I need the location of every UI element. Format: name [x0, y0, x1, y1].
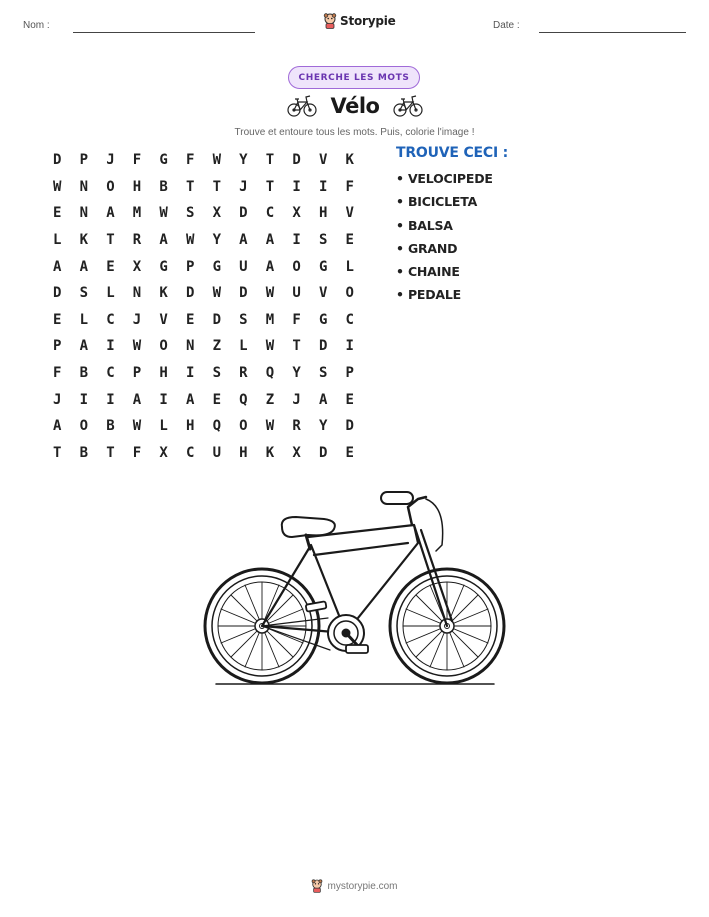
grid-cell[interactable]: V: [318, 152, 328, 169]
grid-cell[interactable]: E: [185, 311, 195, 328]
grid-cell[interactable]: A: [53, 258, 62, 275]
grid-cell[interactable]: H: [185, 418, 195, 435]
grid-row: [50, 147, 369, 174]
grid-cell[interactable]: Q: [265, 365, 275, 382]
grid-cell[interactable]: Q: [212, 418, 221, 435]
grid-cell[interactable]: E: [345, 391, 354, 408]
grid-cell[interactable]: D: [292, 152, 301, 169]
grid-cell[interactable]: L: [79, 311, 89, 328]
grid-cell[interactable]: E: [345, 232, 354, 249]
grid-cell[interactable]: T: [185, 178, 195, 195]
grid-cell[interactable]: F: [292, 311, 301, 328]
grid-cell[interactable]: D: [185, 285, 195, 302]
grid-cell[interactable]: O: [79, 418, 89, 435]
grid-cell[interactable]: B: [79, 365, 89, 382]
grid-cell[interactable]: S: [212, 365, 221, 382]
grid-cell[interactable]: P: [79, 152, 89, 169]
grid-cell[interactable]: P: [185, 258, 195, 275]
grid-cell[interactable]: Z: [265, 391, 275, 408]
grid-cell[interactable]: T: [292, 338, 301, 355]
grid-cell[interactable]: A: [185, 391, 195, 408]
grid-cell[interactable]: O: [292, 258, 301, 275]
activity-badge: CHERCHE LES MOTS: [288, 66, 420, 89]
grid-cell[interactable]: L: [239, 338, 248, 355]
grid-cell[interactable]: A: [265, 258, 275, 275]
grid-cell[interactable]: J: [132, 311, 142, 328]
grid-cell[interactable]: R: [132, 232, 142, 249]
title-row: [280, 90, 430, 122]
grid-cell[interactable]: O: [159, 338, 168, 355]
footer: [0, 879, 709, 893]
bicycle-coloring-image[interactable]: [196, 485, 516, 690]
grid-cell[interactable]: C: [106, 365, 115, 382]
grid-cell[interactable]: W: [265, 285, 275, 302]
grid-cell[interactable]: D: [318, 338, 328, 355]
grid-row: [50, 280, 369, 307]
grid-row: [50, 200, 369, 227]
grid-cell[interactable]: W: [159, 205, 168, 222]
grid-cell[interactable]: W: [265, 338, 275, 355]
grid-cell[interactable]: I: [106, 338, 115, 355]
grid-row: [50, 307, 369, 334]
grid-cell[interactable]: H: [159, 365, 168, 382]
grid-cell[interactable]: G: [318, 258, 328, 275]
grid-cell[interactable]: S: [185, 205, 195, 222]
grid-cell[interactable]: A: [79, 258, 89, 275]
grid-cell[interactable]: C: [345, 311, 354, 328]
grid-cell[interactable]: H: [239, 444, 248, 461]
grid-cell[interactable]: K: [159, 285, 168, 302]
grid-cell[interactable]: W: [185, 232, 195, 249]
grid-cell[interactable]: B: [79, 444, 89, 461]
grid-cell[interactable]: H: [132, 178, 142, 195]
grid-cell[interactable]: M: [265, 311, 275, 328]
grid-cell[interactable]: I: [79, 391, 89, 408]
grid-cell[interactable]: A: [53, 418, 62, 435]
grid-cell[interactable]: X: [159, 444, 168, 461]
grid-cell[interactable]: N: [79, 205, 89, 222]
word-list: [396, 171, 493, 311]
grid-cell[interactable]: C: [185, 444, 195, 461]
grid-cell[interactable]: A: [265, 232, 275, 249]
grid-cell[interactable]: P: [132, 365, 142, 382]
brand-name: Storypie: [340, 14, 396, 28]
grid-cell[interactable]: L: [53, 232, 62, 249]
grid-cell[interactable]: E: [345, 444, 354, 461]
small-bike-icon-left: [287, 94, 317, 118]
grid-cell[interactable]: N: [132, 285, 142, 302]
grid-cell[interactable]: S: [318, 232, 328, 249]
grid-cell[interactable]: G: [212, 258, 221, 275]
grid-cell[interactable]: I: [159, 391, 168, 408]
grid-cell[interactable]: G: [318, 311, 328, 328]
grid-cell[interactable]: J: [106, 152, 115, 169]
grid-cell[interactable]: D: [239, 205, 248, 222]
grid-cell[interactable]: K: [265, 444, 275, 461]
grid-cell[interactable]: E: [53, 205, 62, 222]
grid-cell[interactable]: N: [79, 178, 89, 195]
grid-cell[interactable]: D: [318, 444, 328, 461]
grid-cell[interactable]: O: [345, 285, 354, 302]
grid-cell[interactable]: A: [132, 391, 142, 408]
grid-cell[interactable]: C: [106, 311, 115, 328]
grid-cell[interactable]: A: [106, 205, 115, 222]
grid-cell[interactable]: J: [292, 391, 301, 408]
grid-cell[interactable]: T: [106, 444, 115, 461]
grid-cell[interactable]: S: [318, 365, 328, 382]
grid-cell[interactable]: V: [318, 285, 328, 302]
grid-row: [50, 333, 369, 360]
grid-cell[interactable]: F: [132, 444, 142, 461]
grid-cell[interactable]: G: [159, 258, 168, 275]
grid-cell[interactable]: W: [132, 338, 142, 355]
grid-cell[interactable]: I: [292, 232, 301, 249]
grid-cell[interactable]: B: [159, 178, 168, 195]
instructions: Trouve et entoure tous les mots. Puis, colorie l'image !: [234, 127, 475, 138]
grid-cell[interactable]: A: [159, 232, 168, 249]
grid-cell[interactable]: G: [159, 152, 168, 169]
word-list-item: • GRAND: [396, 240, 458, 256]
grid-cell[interactable]: K: [79, 232, 89, 249]
grid-cell[interactable]: I: [345, 338, 354, 355]
grid-cell[interactable]: D: [53, 285, 62, 302]
grid-cell[interactable]: F: [53, 365, 62, 382]
grid-cell[interactable]: O: [239, 418, 248, 435]
grid-cell[interactable]: C: [265, 205, 275, 222]
grid-cell[interactable]: U: [212, 444, 221, 461]
footer-url[interactable]: mystorypie.com: [327, 880, 398, 892]
grid-cell[interactable]: I: [292, 178, 301, 195]
grid-cell[interactable]: A: [239, 232, 248, 249]
grid-cell[interactable]: F: [345, 178, 354, 195]
word-search-grid[interactable]: [50, 147, 369, 466]
grid-cell[interactable]: V: [159, 311, 168, 328]
grid-cell[interactable]: W: [53, 178, 62, 195]
name-line[interactable]: [73, 32, 255, 33]
grid-cell[interactable]: U: [292, 285, 301, 302]
grid-cell[interactable]: D: [239, 285, 248, 302]
grid-cell[interactable]: I: [106, 391, 115, 408]
grid-cell[interactable]: R: [292, 418, 301, 435]
grid-cell[interactable]: U: [239, 258, 248, 275]
grid-cell[interactable]: E: [106, 258, 115, 275]
page-title: Vélo: [330, 94, 380, 118]
grid-row: [50, 440, 369, 467]
grid-cell[interactable]: P: [53, 338, 62, 355]
grid-cell[interactable]: F: [132, 152, 142, 169]
storypie-mascot-icon: [311, 879, 323, 893]
grid-cell[interactable]: D: [53, 152, 62, 169]
grid-cell[interactable]: S: [79, 285, 89, 302]
grid-cell[interactable]: I: [318, 178, 328, 195]
grid-cell[interactable]: L: [106, 285, 115, 302]
grid-cell[interactable]: T: [106, 232, 115, 249]
grid-cell[interactable]: B: [106, 418, 115, 435]
grid-cell[interactable]: J: [53, 391, 62, 408]
grid-cell[interactable]: A: [79, 338, 89, 355]
grid-cell[interactable]: E: [212, 391, 221, 408]
grid-cell[interactable]: A: [318, 391, 328, 408]
grid-cell[interactable]: P: [345, 365, 354, 382]
grid-cell[interactable]: J: [239, 178, 248, 195]
grid-cell[interactable]: E: [53, 311, 62, 328]
grid-cell[interactable]: X: [292, 205, 301, 222]
grid-cell[interactable]: O: [106, 178, 115, 195]
word-list-item: • BICICLETA: [396, 194, 478, 210]
grid-cell[interactable]: X: [132, 258, 142, 275]
grid-row: [50, 386, 369, 413]
grid-cell[interactable]: X: [292, 444, 301, 461]
grid-cell[interactable]: S: [239, 311, 248, 328]
grid-cell[interactable]: W: [212, 152, 221, 169]
grid-cell[interactable]: D: [212, 311, 221, 328]
date-line[interactable]: [539, 32, 686, 33]
grid-cell[interactable]: F: [185, 152, 195, 169]
grid-cell[interactable]: D: [345, 418, 354, 435]
grid-cell[interactable]: Q: [239, 391, 248, 408]
grid-cell[interactable]: Y: [212, 232, 221, 249]
grid-cell[interactable]: N: [185, 338, 195, 355]
grid-cell[interactable]: Y: [318, 418, 328, 435]
grid-cell[interactable]: T: [265, 178, 275, 195]
grid-cell[interactable]: W: [132, 418, 142, 435]
grid-row: [50, 413, 369, 440]
word-list-item: • CHAINE: [396, 264, 460, 280]
grid-cell[interactable]: Y: [239, 152, 248, 169]
grid-cell[interactable]: L: [159, 418, 168, 435]
grid-cell[interactable]: H: [318, 205, 328, 222]
brand-logo: [323, 13, 396, 29]
word-list-item: • PEDALE: [396, 287, 461, 303]
grid-row: [50, 174, 369, 201]
storypie-mascot-icon: [323, 13, 337, 29]
grid-cell[interactable]: W: [265, 418, 275, 435]
word-list-title: TROUVE CECI :: [396, 145, 509, 161]
grid-row: [50, 227, 369, 254]
small-bike-icon-right: [393, 94, 423, 118]
grid-cell[interactable]: T: [212, 178, 221, 195]
grid-row: [50, 360, 369, 387]
name-label: Nom :: [23, 20, 50, 31]
grid-cell[interactable]: R: [239, 365, 248, 382]
word-list-item: • VELOCIPEDE: [396, 171, 493, 186]
grid-row: [50, 253, 369, 280]
grid-cell[interactable]: I: [185, 365, 195, 382]
grid-cell[interactable]: W: [212, 285, 221, 302]
word-list-item: • BALSA: [396, 217, 453, 233]
grid-cell[interactable]: Z: [212, 338, 221, 355]
grid-cell[interactable]: X: [212, 205, 221, 222]
grid-cell[interactable]: T: [53, 444, 62, 461]
grid-cell[interactable]: L: [345, 258, 354, 275]
grid-cell[interactable]: M: [132, 205, 142, 222]
grid-cell[interactable]: V: [345, 205, 354, 222]
grid-cell[interactable]: T: [265, 152, 275, 169]
grid-cell[interactable]: Y: [292, 365, 301, 382]
date-label: Date :: [493, 20, 520, 31]
grid-cell[interactable]: K: [345, 152, 354, 169]
